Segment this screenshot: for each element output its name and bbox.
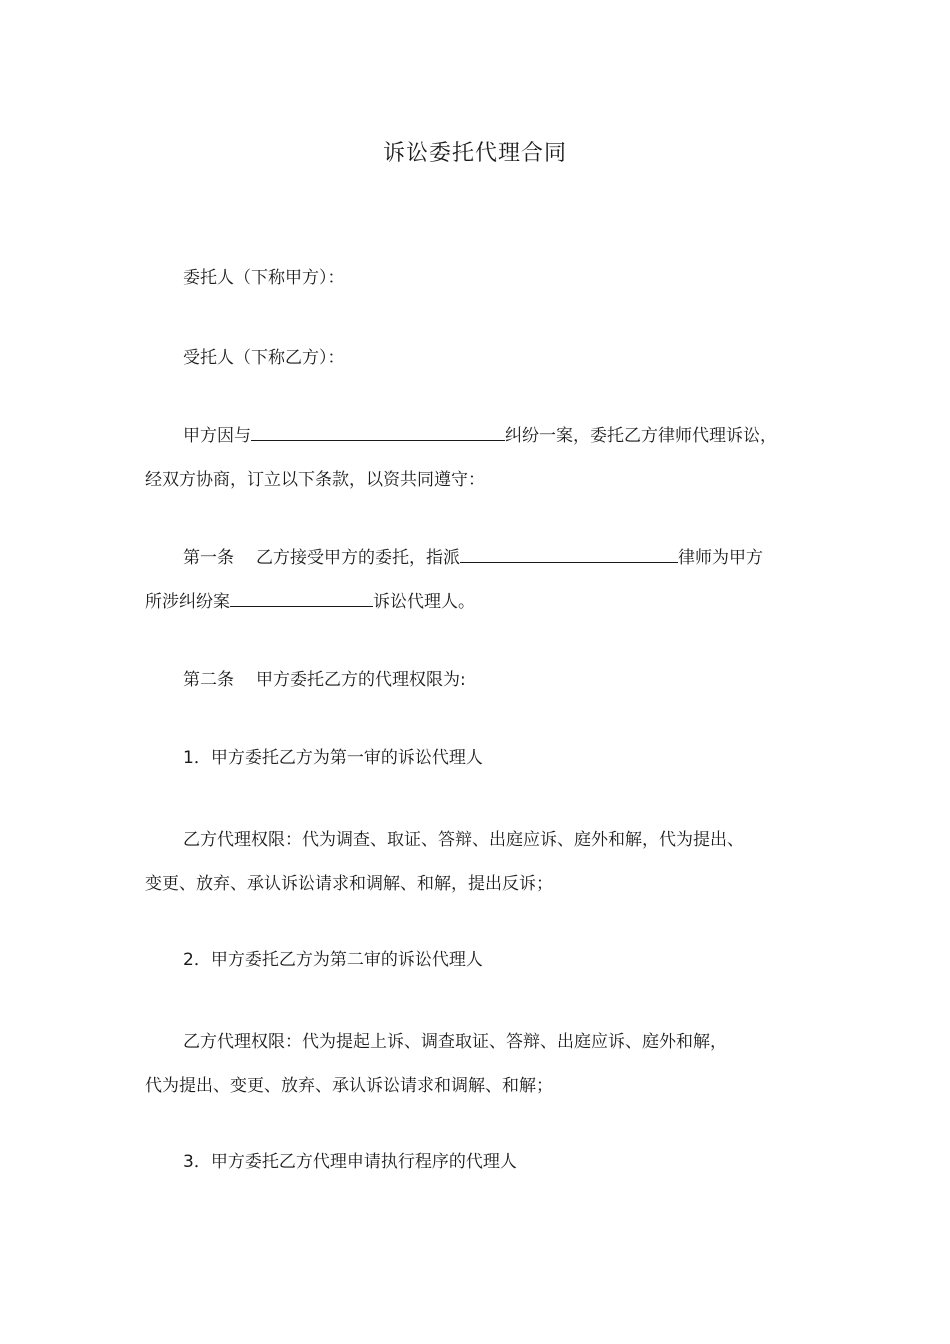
article-1-suffix: 律师为甲方 bbox=[678, 548, 763, 568]
article-1 bbox=[145, 536, 825, 624]
intro-prefix: 甲方因与 bbox=[183, 426, 251, 446]
agent-label-text: 受托人（下称乙方）： bbox=[183, 348, 345, 368]
article-1-prefix: 乙方接受甲方的委托，指派 bbox=[256, 548, 460, 568]
article-1-line2-prefix: 所涉纠纷案 bbox=[145, 592, 230, 612]
item-2-scope-line-2: 代为提出、变更、放弃、承认诉讼请求和调解、和解； bbox=[145, 1076, 553, 1096]
intro-paragraph bbox=[145, 414, 825, 502]
item-2-heading-text: 2．甲方委托乙方为第二审的诉讼代理人 bbox=[183, 950, 483, 970]
principal-label-text: 委托人（下称甲方）： bbox=[183, 268, 345, 288]
principal-label bbox=[145, 256, 863, 300]
item-1-heading bbox=[145, 736, 863, 780]
item-1-heading-text: 1．甲方委托乙方为第一审的诉讼代理人 bbox=[183, 748, 483, 768]
item-3-heading bbox=[145, 1140, 863, 1184]
article-1-line-2 bbox=[145, 580, 825, 624]
intro-line-1 bbox=[145, 414, 825, 458]
item-2-scope-line-1: 乙方代理权限：代为提起上诉、调查取证、答辩、出庭应诉、庭外和解， bbox=[183, 1032, 727, 1052]
article-1-line-1 bbox=[145, 536, 825, 580]
agent-label bbox=[145, 336, 863, 380]
article-2-label: 第二条 bbox=[183, 670, 234, 690]
counterparty-blank[interactable] bbox=[251, 422, 505, 441]
article-1-line2-suffix: 诉讼代理人。 bbox=[373, 592, 475, 612]
intro-line-2: 经双方协商，订立以下条款，以资共同遵守： bbox=[145, 470, 485, 490]
item-1-scope-line-1: 乙方代理权限：代为调查、取证、答辩、出庭应诉、庭外和解，代为提出、 bbox=[183, 830, 744, 850]
article-1-label: 第一条 bbox=[183, 548, 234, 568]
item-1-scope bbox=[145, 818, 825, 906]
item-3-heading-text: 3．甲方委托乙方代理申请执行程序的代理人 bbox=[183, 1152, 517, 1172]
item-1-scope-line-2: 变更、放弃、承认诉讼请求和调解、和解，提出反诉； bbox=[145, 874, 553, 894]
case-name-blank[interactable] bbox=[230, 588, 373, 607]
lawyer-name-blank[interactable] bbox=[460, 544, 678, 563]
article-2-text: 甲方委托乙方的代理权限为: bbox=[256, 670, 466, 690]
item-2-scope bbox=[145, 1020, 825, 1108]
item-2-heading bbox=[145, 938, 863, 982]
intro-suffix: 纠纷一案，委托乙方律师代理诉讼， bbox=[505, 426, 777, 446]
document-title: 诉讼委托代理合同 bbox=[382, 141, 567, 166]
article-2 bbox=[145, 658, 863, 702]
